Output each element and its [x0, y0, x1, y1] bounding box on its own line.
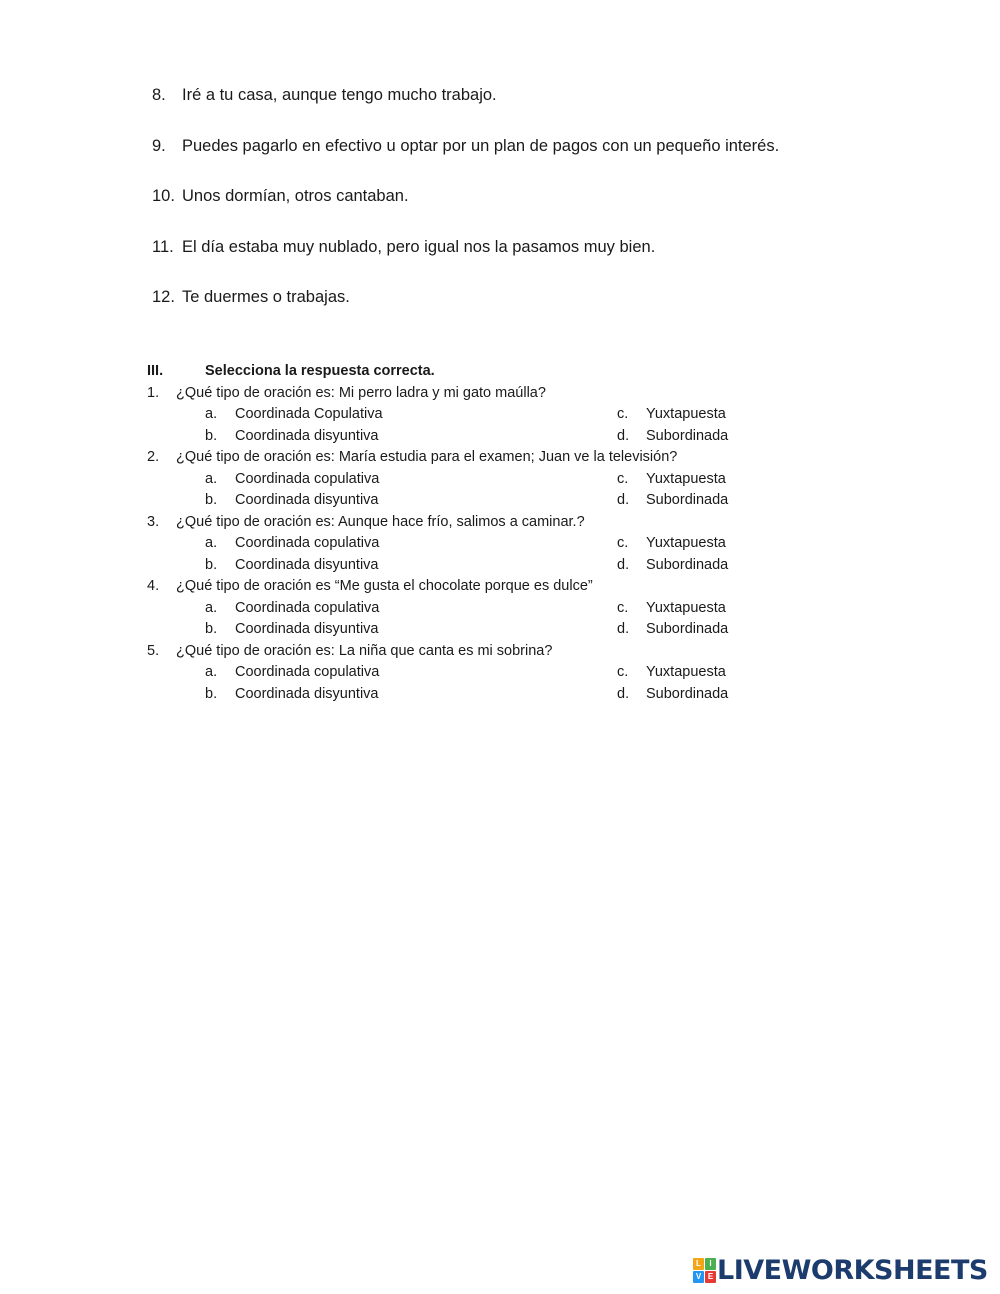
sentence-number: 12. — [152, 288, 175, 306]
sentence-number: 11. — [152, 237, 174, 256]
sentence-text: El día estaba muy nublado, pero igual nos la pasamos muy bien. — [182, 237, 656, 256]
option-row — [147, 684, 907, 706]
option-b[interactable] — [205, 426, 617, 448]
option-row — [147, 490, 907, 512]
question-text: ¿Qué tipo de oración es: Aunque hace frío, salimos a caminar.? — [176, 513, 585, 530]
question-number: 4. — [147, 578, 160, 594]
option-text: Subordinada — [646, 427, 729, 444]
question — [147, 383, 907, 405]
option-b[interactable] — [205, 555, 617, 577]
option-text: Subordinada — [646, 492, 729, 508]
question-text: ¿Qué tipo de oración es: La niña que canta es mi sobrina? — [176, 642, 553, 659]
option-c[interactable] — [617, 469, 726, 491]
option-a[interactable] — [205, 404, 617, 426]
question — [147, 641, 907, 663]
sentence-item — [152, 286, 952, 337]
sentence-text: Iré a tu casa, aunque tengo mucho trabajo. — [182, 86, 497, 104]
sentence-list — [152, 84, 952, 337]
logo-letter-v: V — [693, 1271, 704, 1283]
sentence-item — [152, 185, 952, 236]
quiz-section — [147, 361, 907, 705]
option-c[interactable] — [617, 533, 726, 555]
option-text: Coordinada disyuntiva — [235, 492, 379, 508]
option-text: Coordinada disyuntiva — [235, 556, 379, 573]
option-c[interactable] — [617, 404, 726, 426]
option-letter: b. — [205, 492, 218, 508]
question-text: ¿Qué tipo de oración es: Mi perro ladra y mi gato maúlla? — [176, 384, 546, 401]
option-letter: b. — [205, 685, 218, 702]
option-letter: c. — [617, 599, 629, 616]
option-text: Coordinada copulativa — [235, 535, 380, 551]
logo-letter-e: E — [705, 1271, 716, 1283]
question — [147, 576, 907, 598]
option-letter: c. — [617, 470, 629, 487]
option-row — [147, 469, 907, 491]
sentence-item — [152, 84, 952, 135]
option-row — [147, 404, 907, 426]
section-roman-numeral: III. — [147, 363, 164, 379]
option-row — [147, 555, 907, 577]
option-row — [147, 619, 907, 641]
option-letter: c. — [617, 406, 629, 422]
option-c[interactable] — [617, 662, 726, 684]
option-a[interactable] — [205, 469, 617, 491]
option-b[interactable] — [205, 684, 617, 706]
question — [147, 447, 907, 469]
option-letter: d. — [617, 556, 630, 573]
option-b[interactable] — [205, 619, 617, 641]
option-letter: a. — [205, 599, 218, 616]
option-text: Subordinada — [646, 621, 729, 637]
brand-name: LIVEWORKSHEETS — [717, 1254, 988, 1286]
option-text: Coordinada copulativa — [235, 599, 380, 616]
option-letter: c. — [617, 535, 629, 551]
option-row — [147, 598, 907, 620]
option-d[interactable] — [617, 555, 728, 577]
option-a[interactable] — [205, 662, 617, 684]
option-text: Coordinada copulativa — [235, 470, 380, 487]
liveworksheets-logo-icon — [693, 1258, 715, 1282]
option-letter: c. — [617, 664, 629, 680]
question-number: 2. — [147, 449, 160, 465]
option-text: Subordinada — [646, 556, 729, 573]
option-d[interactable] — [617, 426, 728, 448]
option-row — [147, 533, 907, 555]
option-letter: a. — [205, 664, 218, 680]
option-text: Coordinada copulativa — [235, 664, 380, 680]
section-heading — [147, 361, 907, 383]
option-letter: a. — [205, 535, 218, 551]
option-row — [147, 426, 907, 448]
sentence-text: Unos dormían, otros cantaban. — [182, 187, 409, 205]
option-text: Yuxtapuesta — [646, 664, 726, 680]
question-number: 3. — [147, 513, 160, 530]
option-a[interactable] — [205, 533, 617, 555]
option-text: Yuxtapuesta — [646, 470, 726, 487]
logo-letter-l: L — [693, 1258, 704, 1270]
option-row — [147, 662, 907, 684]
option-letter: d. — [617, 427, 630, 444]
sentence-number: 9. — [152, 136, 166, 155]
sentence-text: Te duermes o trabajas. — [182, 288, 350, 306]
option-text: Coordinada disyuntiva — [235, 621, 379, 637]
option-d[interactable] — [617, 684, 728, 706]
question-text: ¿Qué tipo de oración es: María estudia para el examen; Juan ve la televisión? — [176, 449, 678, 465]
sentence-item — [152, 135, 952, 186]
question-text: ¿Qué tipo de oración es “Me gusta el chocolate porque es dulce” — [176, 578, 593, 594]
option-letter: b. — [205, 427, 218, 444]
option-letter: a. — [205, 470, 218, 487]
option-text: Coordinada disyuntiva — [235, 685, 379, 702]
option-text: Subordinada — [646, 685, 729, 702]
sentence-text: Puedes pagarlo en efectivo u optar por un plan de pagos con un pequeño interés. — [182, 136, 780, 155]
question-number: 1. — [147, 384, 160, 401]
sentence-number: 10. — [152, 187, 175, 205]
option-d[interactable] — [617, 490, 728, 512]
option-c[interactable] — [617, 598, 726, 620]
option-text: Coordinada Copulativa — [235, 406, 383, 422]
option-b[interactable] — [205, 490, 617, 512]
option-letter: d. — [617, 685, 630, 702]
sentence-number: 8. — [152, 86, 166, 104]
option-text: Yuxtapuesta — [646, 599, 726, 616]
logo-letter-i: I — [705, 1258, 716, 1270]
option-text: Coordinada disyuntiva — [235, 427, 379, 444]
question — [147, 512, 907, 534]
option-text: Yuxtapuesta — [646, 535, 726, 551]
sentence-item — [152, 236, 952, 287]
option-letter: b. — [205, 621, 218, 637]
option-letter: a. — [205, 406, 218, 422]
liveworksheets-brand[interactable] — [693, 1255, 988, 1285]
option-letter: d. — [617, 492, 630, 508]
option-text: Yuxtapuesta — [646, 406, 726, 422]
option-a[interactable] — [205, 598, 617, 620]
option-letter: b. — [205, 556, 218, 573]
option-letter: d. — [617, 621, 630, 637]
option-d[interactable] — [617, 619, 728, 641]
question-number: 5. — [147, 642, 160, 659]
section-title: Selecciona la respuesta correcta. — [205, 363, 435, 379]
